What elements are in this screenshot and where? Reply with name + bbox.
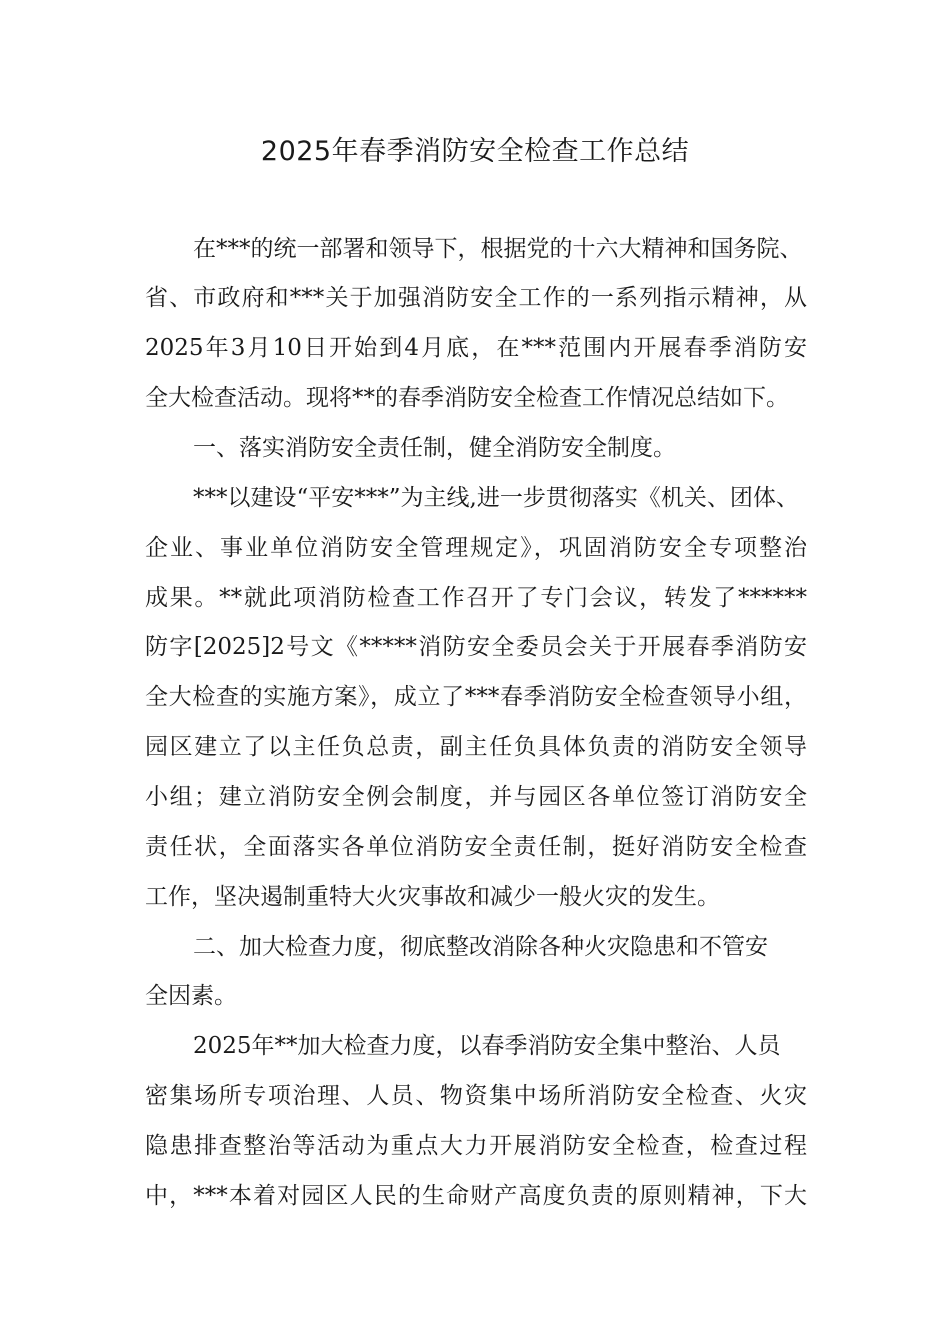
paragraph-line: 2025年3月10日开始到4月底，在***范围内开展春季消防安 [145,335,807,361]
section-heading-line: 全因素。 [145,983,237,1009]
paragraph-line: 防字[2025]2号文《*****消防安全委员会关于开展春季消防安 [145,634,807,660]
paragraph-line: 全大检查活动。现将**的春季消防安全检查工作情况总结如下。 [145,385,789,411]
paragraph-line: 省、市政府和***关于加强消防安全工作的一系列指示精神，从 [145,285,807,311]
paragraph-line: ***以建设“平安***”为主线,进一步贯彻落实《机关、团体、 [193,485,799,511]
paragraph-line: 2025年**加大检查力度，以春季消防安全集中整治、人员 [193,1033,781,1059]
paragraph-line: 工作，坚决遏制重特大火灾事故和减少一般火灾的发生。 [145,884,720,910]
paragraph-line: 园区建立了以主任负总责，副主任负具体负责的消防安全领导 [145,734,807,760]
section-heading-line: 二、加大检查力度，彻底整改消除各种火灾隐患和不管安 [193,934,768,960]
paragraph-line: 中，***本着对园区人民的生命财产高度负责的原则精神，下大 [145,1183,807,1209]
paragraph-line: 全大检查的实施方案》，成立了***春季消防安全检查领导小组， [145,684,807,710]
paragraph-line: 小组；建立消防安全例会制度，并与园区各单位签订消防安全 [145,784,807,810]
paragraph-line: 隐患排查整治等活动为重点大力开展消防安全检查，检查过程 [145,1133,807,1159]
paragraph-line: 在***的统一部署和领导下，根据党的十六大精神和国务院、 [193,236,803,262]
document-title: 2025年春季消防安全检查工作总结 [260,136,690,167]
paragraph-line: 成果。**就此项消防检查工作召开了专门会议，转发了****** [145,585,807,611]
paragraph-line: 密集场所专项治理、人员、物资集中场所消防安全检查、火灾 [145,1083,807,1109]
paragraph-line: 责任状，全面落实各单位消防安全责任制，挺好消防安全检查 [145,834,807,860]
paragraph-line: 企业、事业单位消防安全管理规定》，巩固消防安全专项整治 [145,535,807,561]
section-heading-line: 一、落实消防安全责任制，健全消防安全制度。 [193,435,676,461]
